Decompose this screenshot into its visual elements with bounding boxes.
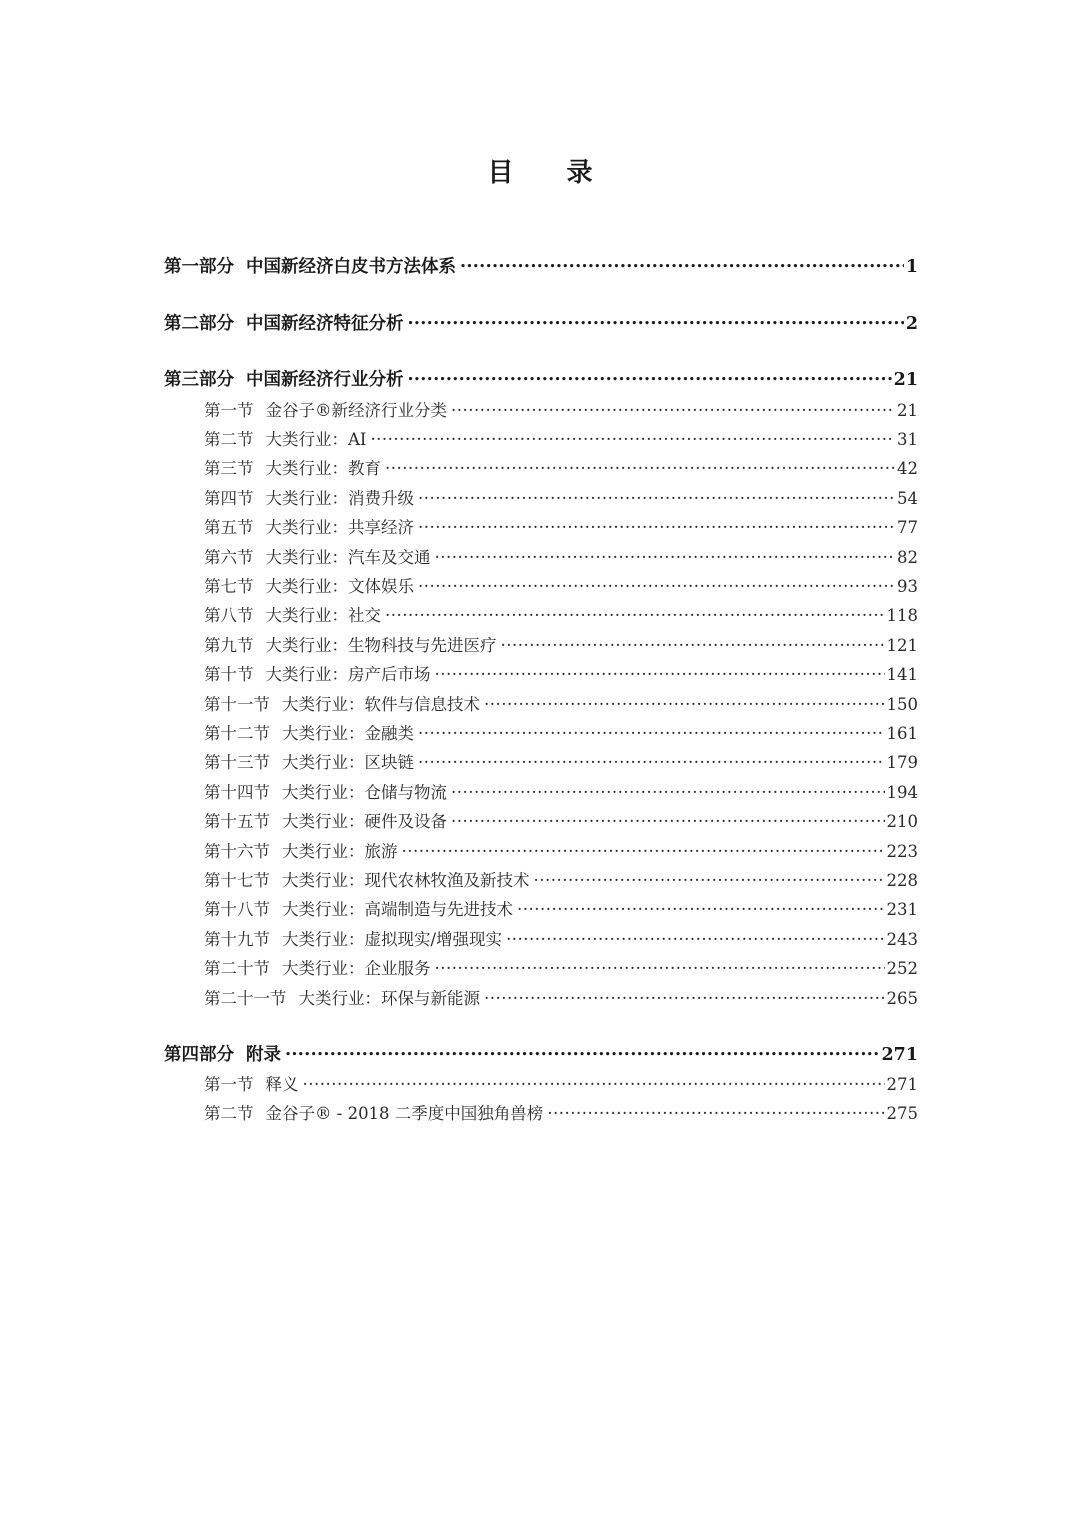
- page-number: 21: [893, 370, 918, 390]
- section-label: 第三节: [204, 459, 254, 478]
- section-label: 第十四节: [204, 783, 270, 802]
- dot-leader: [370, 419, 895, 445]
- dot-leader: [501, 625, 885, 651]
- section-title: 大类行业：教育: [265, 459, 381, 478]
- toc-part-1[interactable]: [164, 246, 918, 277]
- section-title: 大类行业：旅游: [282, 842, 398, 861]
- part-label: 第一部分: [164, 257, 234, 277]
- dot-leader: [451, 390, 895, 416]
- section-label: 第十节: [204, 665, 254, 684]
- dot-leader: [303, 1064, 885, 1090]
- section-label: 第一节: [204, 1075, 254, 1094]
- dot-leader: [285, 1034, 879, 1060]
- section-title: 大类行业：仓储与物流: [282, 783, 447, 802]
- toc-section[interactable]: [204, 478, 918, 508]
- dot-leader: [435, 654, 885, 680]
- page-number: 118: [886, 606, 918, 625]
- toc-section[interactable]: [204, 978, 918, 1008]
- section-title: 大类行业：AI: [265, 430, 367, 449]
- toc-section[interactable]: [204, 889, 918, 919]
- section-label: 第十七节: [204, 871, 270, 890]
- toc-part-2[interactable]: [164, 303, 918, 334]
- toc-part-4[interactable]: [164, 1034, 918, 1065]
- page-number: 231: [886, 900, 918, 919]
- part-label: 第三部分: [164, 370, 234, 390]
- toc-section[interactable]: [204, 860, 918, 890]
- section-label: 第六节: [204, 548, 254, 567]
- dot-leader: [385, 595, 885, 621]
- toc-section[interactable]: [204, 742, 918, 772]
- dot-leader: [418, 478, 895, 504]
- page-number: 179: [886, 753, 918, 772]
- toc-section[interactable]: [204, 919, 918, 949]
- page-number: 121: [886, 636, 918, 655]
- section-title: 金谷子® - 2018 二季度中国独角兽榜: [265, 1104, 544, 1123]
- dot-leader: [484, 684, 885, 710]
- section-label: 第十二节: [204, 724, 270, 743]
- page-number: 265: [886, 989, 918, 1008]
- section-title: 大类行业：共享经济: [265, 518, 414, 537]
- page-number: 243: [886, 930, 918, 949]
- dot-leader: [506, 919, 884, 945]
- page-number: 82: [897, 548, 918, 567]
- dot-leader: [435, 948, 885, 974]
- section-title: 大类行业：消费升级: [265, 489, 414, 508]
- section-label: 第十八节: [204, 900, 270, 919]
- section-title: 释义: [265, 1075, 299, 1094]
- dot-leader: [418, 742, 885, 768]
- dot-leader: [451, 772, 885, 798]
- part-label: 第二部分: [164, 314, 234, 334]
- section-title: 大类行业：虚拟现实/增强现实: [282, 930, 503, 949]
- section-label: 第十九节: [204, 930, 270, 949]
- page-number: 54: [897, 489, 918, 508]
- section-title: 大类行业：生物科技与先进医疗: [265, 636, 497, 655]
- section-title: 大类行业：汽车及交通: [265, 548, 431, 567]
- section-title: 大类行业：金融类: [282, 724, 414, 743]
- section-title: 金谷子®新经济行业分类: [265, 401, 447, 420]
- section-title: 大类行业：区块链: [282, 753, 414, 772]
- page-number: 228: [886, 871, 918, 890]
- toc-section[interactable]: [204, 537, 918, 567]
- section-label: 第四节: [204, 489, 254, 508]
- dot-leader: [451, 801, 885, 827]
- section-label: 第七节: [204, 577, 254, 596]
- dot-leader: [534, 860, 885, 886]
- section-label: 第五节: [204, 518, 254, 537]
- toc-section[interactable]: [204, 654, 918, 684]
- part-label: 第四部分: [164, 1045, 234, 1065]
- toc-section[interactable]: [204, 948, 918, 978]
- toc-section[interactable]: [204, 419, 918, 449]
- section-title: 大类行业：企业服务: [282, 959, 431, 978]
- dot-leader: [385, 448, 895, 474]
- section-title: 大类行业：文体娱乐: [265, 577, 414, 596]
- toc-section[interactable]: [204, 390, 918, 420]
- dot-leader: [435, 537, 896, 563]
- section-label: 第二十一节: [204, 989, 287, 1008]
- page-number: 252: [886, 959, 918, 978]
- section-label: 第十六节: [204, 842, 270, 861]
- section-title: 大类行业：软件与信息技术: [282, 695, 480, 714]
- dot-leader: [418, 566, 895, 592]
- dot-leader: [484, 978, 885, 1004]
- page-number: 1: [905, 257, 918, 277]
- toc-section[interactable]: [204, 507, 918, 537]
- dot-leader: [418, 507, 895, 533]
- page-number: 210: [886, 812, 918, 831]
- page-number: 271: [886, 1075, 918, 1094]
- section-label: 第九节: [204, 636, 254, 655]
- page-number: 2: [905, 314, 918, 334]
- toc-section[interactable]: [204, 831, 918, 861]
- toc-part-3[interactable]: [164, 359, 918, 390]
- toc-section[interactable]: [204, 713, 918, 743]
- page-number: 271: [881, 1045, 918, 1065]
- page-number: 42: [897, 459, 918, 478]
- part-title: 中国新经济行业分析: [246, 370, 404, 390]
- page-number: 93: [897, 577, 918, 596]
- page-number: 141: [886, 665, 918, 684]
- section-label: 第一节: [204, 401, 254, 420]
- dot-leader: [517, 889, 885, 915]
- toc-section[interactable]: [204, 684, 918, 714]
- dot-leader: [402, 831, 885, 857]
- page-number: 77: [897, 518, 918, 537]
- part-title: 中国新经济特征分析: [246, 314, 404, 334]
- toc-section[interactable]: [204, 1093, 918, 1123]
- page-number: 21: [897, 401, 918, 420]
- section-label: 第二十节: [204, 959, 270, 978]
- page-number: 161: [886, 724, 918, 743]
- section-label: 第十三节: [204, 753, 270, 772]
- toc-section[interactable]: [204, 595, 918, 625]
- dot-leader: [460, 246, 904, 272]
- page-number: 275: [886, 1104, 918, 1123]
- toc-section[interactable]: [204, 1064, 918, 1094]
- section-label: 第十五节: [204, 812, 270, 831]
- dot-leader: [408, 303, 904, 329]
- toc-section[interactable]: [204, 772, 918, 802]
- section-label: 第二节: [204, 430, 254, 449]
- page-number: 31: [897, 430, 918, 449]
- section-label: 第八节: [204, 606, 254, 625]
- toc-section[interactable]: [204, 566, 918, 596]
- toc-section[interactable]: [204, 801, 918, 831]
- page-title: 目 录: [487, 158, 615, 188]
- section-title: 大类行业：房产后市场: [265, 665, 431, 684]
- part-title: 中国新经济白皮书方法体系: [246, 257, 456, 277]
- page-number: 150: [886, 695, 918, 714]
- dot-leader: [418, 713, 885, 739]
- part-title: 附录: [246, 1045, 281, 1065]
- section-label: 第十一节: [204, 695, 270, 714]
- section-title: 大类行业：现代农林牧渔及新技术: [282, 871, 530, 890]
- section-title: 大类行业：环保与新能源: [298, 989, 480, 1008]
- section-title: 大类行业：硬件及设备: [282, 812, 447, 831]
- page-number: 223: [886, 842, 918, 861]
- toc-section[interactable]: [204, 448, 918, 478]
- toc-section[interactable]: [204, 625, 918, 655]
- dot-leader: [408, 359, 892, 385]
- section-title: 大类行业：社交: [265, 606, 381, 625]
- page-number: 194: [886, 783, 918, 802]
- dot-leader: [547, 1093, 884, 1119]
- section-label: 第二节: [204, 1104, 254, 1123]
- section-title: 大类行业：高端制造与先进技术: [282, 900, 513, 919]
